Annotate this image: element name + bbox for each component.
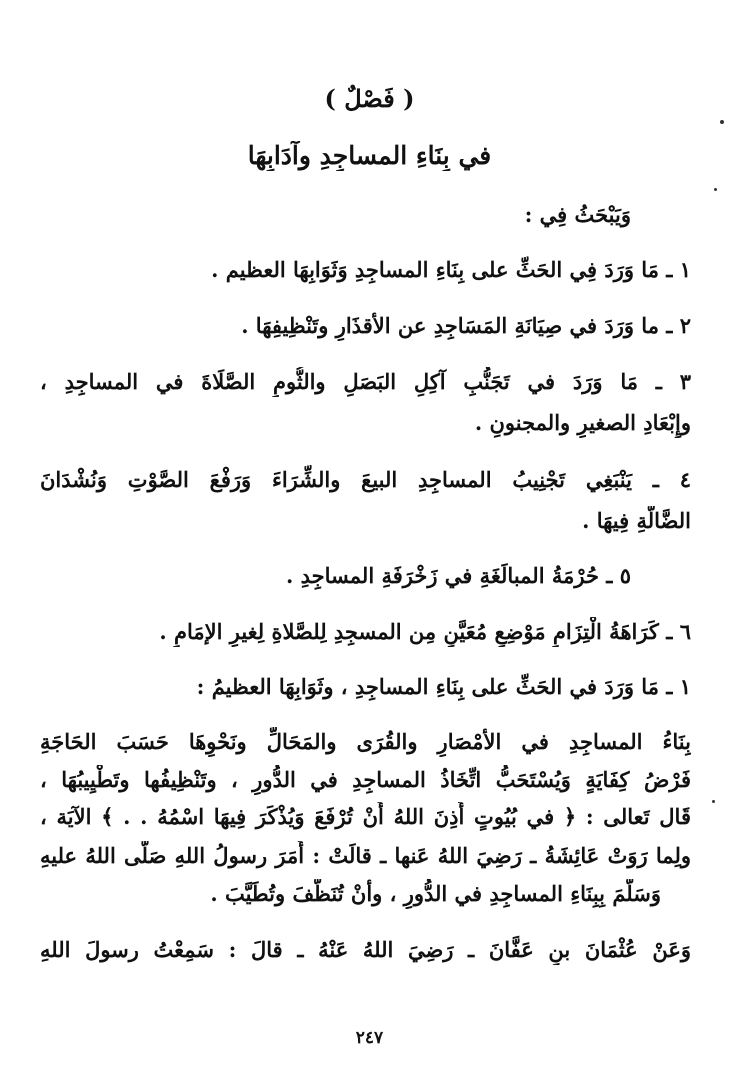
topic-item-4-continuation: الضَّالَّةِ فِيهَا .	[582, 508, 691, 533]
topic-item-6: ٦ ـ كَرَاهَةُ الْتِزَامِ مَوْضِعٍ مُعَيَّنٍ مِن المسجِدِ لِلصَّلاةِ لِغيرِ الإمَامِ .	[159, 619, 691, 644]
body-line-1: بِنَاءُ المساجِدِ في الأمْصَارِ والقُرَى والمَحَالِّ ونَحْوِهَا حَسَبَ الحَاجَةِ	[40, 729, 691, 754]
scan-speck	[714, 188, 717, 191]
chapter-title: ( فَصْلٌ )	[324, 84, 415, 113]
topic-item-3: ٣ ـ مَا وَرَدَ في تَجَنُّبِ آكِلِ البَصَلِ والثُّومِ الصَّلَاةَ في المساجِدِ ،	[40, 369, 691, 394]
body-line-2: فَرْضُ كِفَايَةٍ وَيُسْتَحَبُّ اتِّخَاذُ المساجِدِ في الدُّورِ ، وتَنْظِيفُها وتَطْيِيبُهَا ،	[40, 767, 691, 792]
intro-line: وَيَبْحَثُ فِي :	[524, 202, 631, 227]
topic-item-4: ٤ ـ يَنْبَغِي تَجْنِيبُ المساجِدِ البيعَ والشِّرَاءَ وَرَفْعَ الصَّوْتِ وَنُشْدَانَ	[40, 467, 691, 492]
section-heading: ١ ـ مَا وَرَدَ في الحَثِّ على بِنَاءِ المساجِدِ ، وثَوَابِهَا العظيمُ :	[196, 674, 691, 699]
body-line-6: وَعَنْ عُثْمَانَ بنِ عَفَّانَ ـ رَضِيَ اللهُ عَنْهُ ـ قالَ : سَمِعْتُ رسولَ اللهِ	[40, 937, 691, 962]
body-line-3: قَال تَعالى : ﴿ في بُيُوتٍ أَذِنَ اللهُ أَنْ تُرْفَعَ وَيُذْكَرَ فِيهَا اسْمُهُ . . ﴾ الآيَة ،	[40, 804, 691, 829]
topic-item-2: ٢ ـ ما وَرَدَ في صِيَانَةِ المَسَاجِدِ عن الأقذَارِ وتَنْظِيفِهَا .	[241, 313, 691, 338]
topic-item-1: ١ ـ مَا وَرَدَ فِي الحَثِّ على بِنَاءِ المساجِدِ وَثَوَابِهَا العظيم .	[211, 257, 691, 282]
chapter-subtitle: في بِنَاءِ المساجِدِ وآدَابِهَا	[247, 141, 492, 170]
topic-item-5: ٥ ـ حُرْمَةُ المبالَغَةِ في زَخْرَفَةِ المساجِدِ .	[286, 563, 631, 588]
page-number: ٢٤٧	[355, 1028, 384, 1048]
topic-item-3-continuation: وإِبْعَادِ الصغيرِ والمجنونِ .	[474, 410, 691, 435]
scan-speck	[712, 800, 715, 803]
body-line-5: وَسَلَّمَ بِبِنَاءِ المساجِدِ في الدُّورِ ، وأنْ تُنَظَّفَ وتُطَيَّبَ .	[210, 881, 661, 906]
scan-speck	[720, 120, 724, 124]
body-line-4: ولِما رَوَتْ عَائِشَةُ ـ رَضِيَ اللهُ عَنها ـ قالَتْ : أَمَرَ رسولُ اللهِ صَلَّى اللهُ عليهِ	[40, 843, 691, 868]
